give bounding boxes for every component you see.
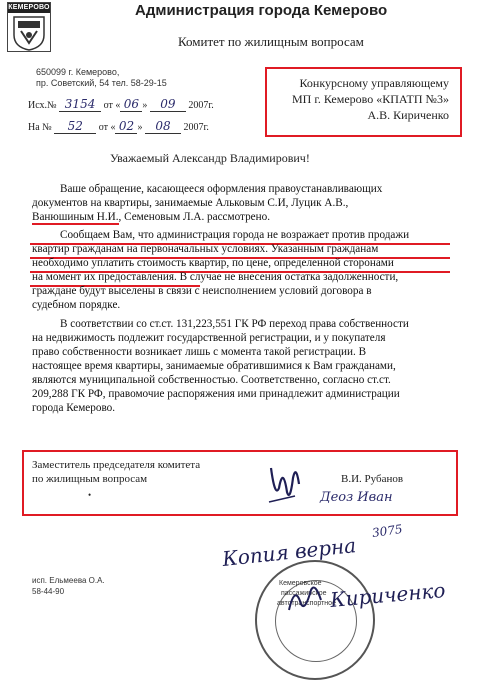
greeting: Уважаемый Александр Владимирович! — [110, 151, 310, 165]
para2-line-2: квартир гражданам на первоначальных условиях. Указанным гражданам — [32, 243, 379, 255]
ref-number: 3154 — [64, 97, 96, 111]
recipient-line-2: МП г. Кемерово «КПАТП №3» — [291, 92, 449, 106]
inc-prefix: На № — [28, 122, 52, 133]
inc-from: от « — [98, 122, 116, 133]
handwritten-copy-certified: Копия верна — [221, 533, 358, 571]
signature-scribble-icon — [265, 458, 305, 506]
stamp-line-1: Кемеровское — [279, 580, 322, 587]
outgoing-reference — [28, 97, 214, 112]
ref-day: 06 — [123, 97, 139, 111]
ref-prefix: Исх.№ — [28, 100, 57, 111]
para1-line-1: Ваше обращение, касающееся оформления правоустанавливающих — [60, 183, 383, 195]
recipient-line-3: А.В. Кириченко — [367, 108, 449, 122]
para2-line-4: на момент их предоставления. В случае не внесения остатка задолженности, — [32, 271, 399, 283]
inc-day: 02 — [118, 119, 135, 133]
para3-line-3: право собственности возникает лишь с момента такой регистрации. В — [32, 346, 367, 358]
para2-line-6: судебном порядке. — [32, 299, 121, 311]
organization-title: Администрация города Кемерово — [135, 2, 388, 19]
para3-line-5: являются муниципальной собственностью. Соответственно, согласно ст.ст. — [32, 374, 391, 386]
para3-line-7: города Кемерово. — [32, 402, 116, 414]
para3-line-6: 209,288 ГК РФ, правомочие распоряжения ими принадлежит администрации — [32, 388, 400, 400]
inc-year: 2007г. — [183, 122, 209, 133]
ref-from: от « — [103, 100, 121, 111]
signer-name: В.И. Рубанов — [341, 473, 404, 485]
para2-line-1: Сообщаем Вам, что администрация города не возражает против продажи — [60, 229, 410, 241]
stamp-line-2: пассажирское — [281, 590, 327, 597]
address-line-2: пр. Советский, 54 тел. 58-29-15 — [36, 78, 167, 88]
address-line-1: 650099 г. Кемерово, — [36, 67, 120, 77]
executor-phone: 58-44-90 — [32, 587, 65, 596]
ref-year: 2007г. — [188, 100, 214, 111]
incoming-reference — [28, 119, 209, 134]
para3-line-2: на недвижимость подлежит государственной регистрации, и у покупателя — [32, 332, 386, 344]
para2-line-3: необходимо уплатить стоимость квартир, по цене, определенной сторонами — [32, 257, 394, 269]
city-emblem — [7, 2, 51, 52]
highlighted-name: Ванюшиным Н.И. — [32, 211, 119, 223]
emblem-label: КЕМЕРОВО — [8, 4, 50, 11]
handwritten-number: 3075 — [371, 521, 404, 541]
emblem-shield-icon — [11, 15, 47, 51]
ref-month: 09 — [160, 97, 176, 111]
para1-line-3-rest: , Семеновым Л.А. рассмотрено. — [118, 211, 271, 223]
para1-line-3 — [32, 211, 270, 223]
para2-line-5: граждане будут выселены в связи с неисполнением условий договора в — [32, 285, 372, 297]
stamp-signature-scribble-icon — [285, 580, 325, 614]
signer-position-line-2: по жилищным вопросам — [32, 473, 148, 485]
para3-line-4: настоящее время квартиры, занимаемые обратившимися к Вам гражданами, — [32, 360, 396, 372]
dot-mark: • — [88, 490, 92, 500]
executor-name: исп. Ельмеева О.А. — [32, 576, 105, 585]
handwritten-note: Деоз Иван — [320, 490, 393, 505]
committee-name: Комитет по жилищным вопросам — [178, 34, 364, 49]
handwritten-signer-name: Кириченко — [329, 578, 447, 612]
para3-line-1: В соответствии со ст.ст. 131,223,551 ГК РФ переход права собственности — [60, 318, 409, 330]
inc-month: 08 — [155, 119, 171, 133]
signer-position-line-1: Заместитель председателя комитета — [32, 459, 201, 471]
inc-number: 52 — [67, 119, 83, 133]
para1-line-2: документов на квартиры, занимаемые Альковым С.И, Луцик А.В., — [32, 197, 349, 209]
inc-mid: » — [137, 122, 143, 133]
organization-stamp — [255, 560, 375, 680]
stamp-line-3: автотранспортное — [277, 600, 336, 607]
ref-mid: » — [142, 100, 148, 111]
recipient-line-1: Конкурсному управляющему — [299, 76, 449, 90]
